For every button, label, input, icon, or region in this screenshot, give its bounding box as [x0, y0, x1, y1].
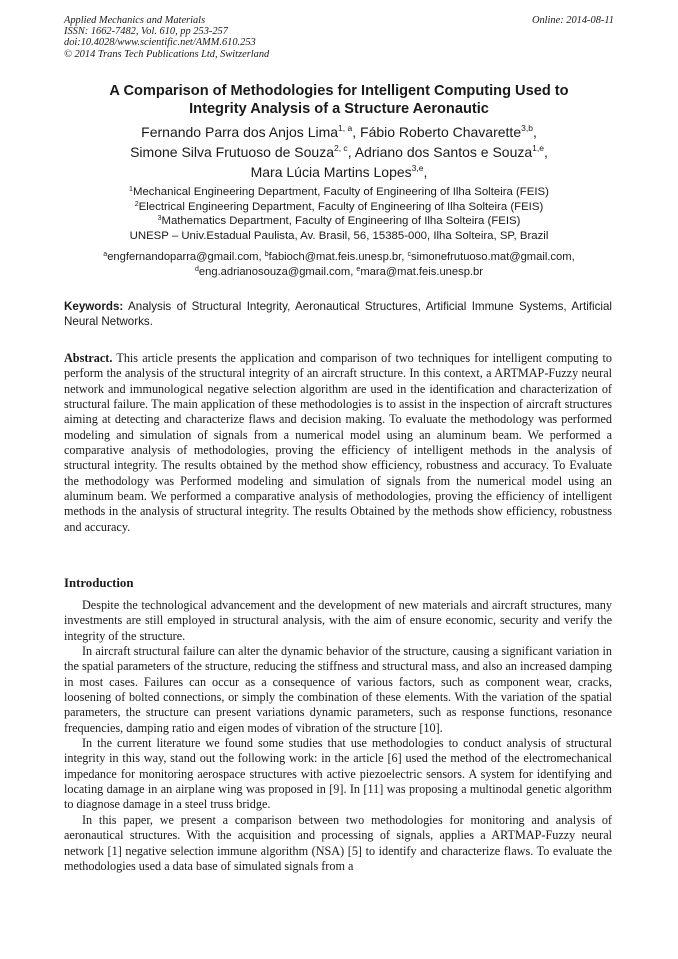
author-name: Adriano dos Santos e Souza [354, 144, 533, 160]
keywords-label: Keywords: [64, 300, 124, 313]
paragraph: In aircraft structural failure can alter the dynamic behavior of the structure, causing a significant variation in the spatial parameters of the structure, reducing the stiffness and structural mass, and also an increased damping in most cases. Failures can occur as a consequence of various factors, such as component wear, cracks, loosening of bolted connections, or simply the combination of these elements. With the variation of the spatial parameters, the structure can present variations dynamic parameters, such as response functions, resonance frequencies, damping ratio and eigen modes of vibration of the structure [10]. [64, 644, 612, 735]
affiliation-text: Mathematics Department, Faculty of Engineering of Ilha Solteira (FEIS) [161, 215, 521, 228]
author-name: Fernando Parra dos Anjos Lima [141, 124, 339, 140]
affiliation [60, 200, 618, 215]
affiliation [60, 214, 618, 229]
email: eng.adrianosouza@gmail.com [198, 265, 351, 278]
issn-line: ISSN: 1662-7482, Vol. 610, pp 253-257 [64, 26, 228, 38]
affiliation [60, 185, 618, 200]
doi-line: doi:10.4028/www.scientific.net/AMM.610.253 [64, 37, 256, 49]
author-line: Simone Silva Frutuoso de Souza$^{2, c}$, Adriano dos Santos e Souza$^{1,e}$, [130, 143, 548, 160]
journal-name: Applied Mechanics and Materials [64, 15, 206, 26]
author-sup: 3,e [411, 163, 424, 173]
author-name: Simone Silva Frutuoso de Souza [130, 144, 334, 160]
paragraph: In the current literature we found some studies that use methodologies to conduct analysis of structural integrity in this way, stand out the following work: in the article [6] used the method of the electromechanical impedance for monitoring aerospace structures with active piezoelectric sensors. A system for identifying and locating damage in an airplane wing was proposed in [9]. In [11] was proposing a multinodal genetic algorithm to diagnose damage in a steel truss bridge. [64, 736, 612, 812]
author-sup: 3,b [521, 123, 533, 133]
title-line-2: Integrity Analysis of a Structure Aeronautic [189, 101, 489, 117]
email: mara@mat.feis.unesp.br [360, 265, 483, 278]
affiliation-text: Mechanical Engineering Department, Faculty of Engineering of Ilha Solteira (FEIS) [132, 186, 549, 198]
author-sup: 1, a [338, 123, 353, 133]
section-heading: Introduction [64, 576, 134, 590]
affiliation-text: Electrical Engineering Department, Faculty of Engineering of Ilha Solteira (FEIS) [138, 200, 544, 213]
email-sup: d [195, 265, 199, 273]
email-sup: a [103, 251, 108, 258]
paragraph: Despite the technological advancement and the development of new materials and aircraft structures, many investments are still employed in structural analysis, with the aim of ensure economic, security and verify the integrity of the structure. [64, 598, 612, 643]
email-line: $^d$eng.adrianosouza@gmail.com, $^e$mara@mat.feis.unesp.br [195, 265, 483, 278]
author-name: Fábio Roberto Chavarette [360, 124, 522, 140]
abstract-label: Abstract. [64, 351, 113, 365]
author-name: Mara Lúcia Martins Lopes [250, 164, 412, 180]
affiliation-sup: 2 [134, 200, 139, 208]
affiliation-text: UNESP – Univ.Estadual Paulista, Av. Brasil, 56, 15385-000, Ilha Solteira, SP, Brazil [129, 229, 549, 242]
abstract-text: This article presents the application and comparison of two techniques for intelligent computing to perform the analysis of the structural integrity of an aircraft structure. In this context, a ARTMAP-Fuzzy neural network and immunological negative selection algorithm are used in the identification and characterization of structural failure. The main application of these methodologies is to assist in the inspection of aircraft structures aiming at detecting and characterize flaws and decision making. To evaluate the methodology was performed modeling and simulation of signals from a numerical model using an aluminum beam. We performed a comparative analysis of methodologies, proving the efficiency of intelligent methods in the analysis of structural integrity. The results obtained by the method show efficiency, robustness and accuracy. To Evaluate the methodology was Performed modeling and simulation of signals from the numerical model using an aluminum beam. We performed a comparative analysis of methodologies, proving the efficiency of intelligent methods in the analysis of structural integrity. The results Obtained by the methods show efficiency, robustness and accuracy. [64, 351, 613, 534]
email-line: $^a$engfernandoparra@gmail.com, $^b$fabioch@mat.feis.unesp.br, $^c$simonefrutuoso.mat@gmail.com, [103, 251, 575, 263]
online-date: Online: 2014-08-11 [531, 15, 614, 26]
author-list [60, 122, 618, 182]
email-sup: e [356, 265, 361, 273]
email-sup: c [407, 251, 411, 258]
paper-title [60, 82, 618, 118]
email-sup: b [264, 251, 269, 258]
journal-header [64, 15, 269, 60]
introduction-body [64, 598, 612, 874]
author-line: Mara Lúcia Martins Lopes$^{3,e}$, [250, 163, 428, 180]
author-sup: 2, c [333, 143, 348, 153]
email-list [60, 250, 618, 279]
email: fabioch@mat.feis.unesp.br [268, 251, 402, 263]
paragraph: In this paper, we present a comparison between two methodologies for monitoring and analysis of aeronautical structures. With the acquisition and processing of signals, applies a ARTMAP-Fuzzy neural network [1] negative selection immune algorithm (NSA) [5] to identify and characterize flaws. To evaluate the methodologies used a data base of simulated signals from a [64, 812, 612, 873]
keywords [64, 299, 612, 329]
keywords-text: Analysis of Structural Integrity, Aeronautical Structures, Artificial Immune Systems, Artificial Neural Networks. [64, 300, 612, 328]
author-line: Fernando Parra dos Anjos Lima$^{1, a}$, Fábio Roberto Chavarette$^{3,b}$, [141, 123, 537, 140]
affiliation [60, 229, 618, 244]
email: simonefrutuoso.mat@gmail.com [410, 251, 572, 263]
author-sup: 1,e [532, 143, 544, 153]
copyright-line: © 2014 Trans Tech Publications Ltd, Switzerland [64, 48, 270, 60]
abstract [64, 351, 612, 535]
affiliation-sup: 1 [129, 186, 133, 193]
affiliations [60, 185, 618, 243]
affiliation-sup: 3 [157, 215, 162, 223]
title-line-1: A Comparison of Methodologies for Intelligent Computing Used to [109, 83, 569, 99]
email: engfernandoparra@gmail.com [107, 251, 259, 263]
